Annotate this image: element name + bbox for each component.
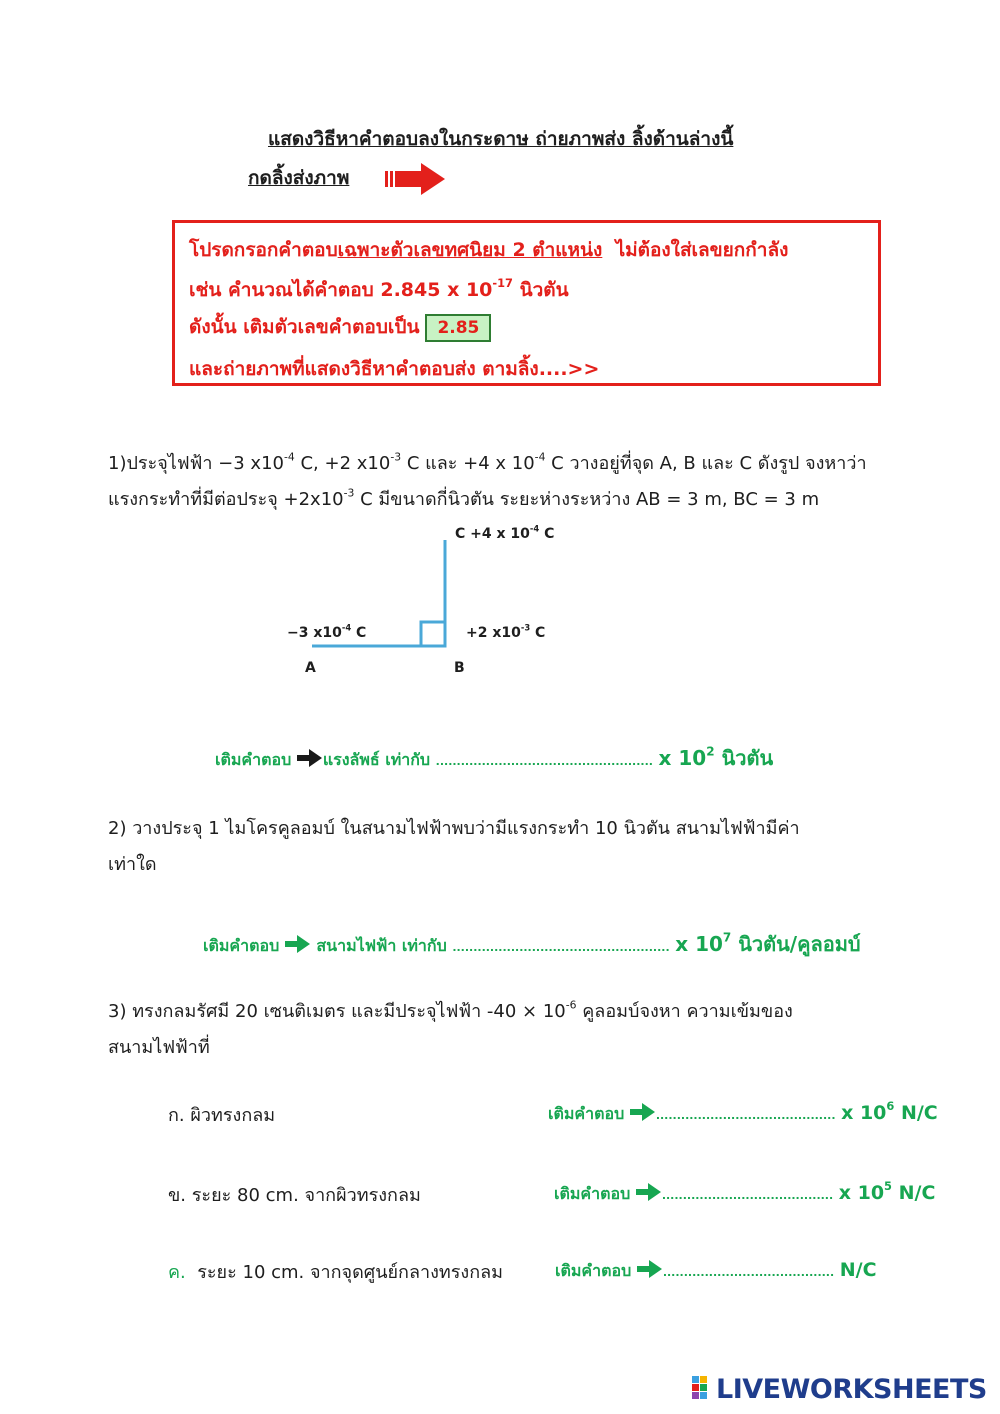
- answer-unit: N/C: [839, 1259, 877, 1281]
- green-arrow-icon: [285, 934, 311, 954]
- exponent: 7: [722, 930, 732, 945]
- answer-unit: N/C: [898, 1182, 936, 1204]
- question-text: ประจุไฟฟ้า −3 x10: [126, 453, 284, 474]
- answer-unit: N/C: [900, 1102, 938, 1124]
- notice-text: และถ่ายภาพที่แสดงวิธีหาคำตอบส่ง ตามลิ้ง....>>: [189, 358, 600, 380]
- notice-text: นิวตัน: [519, 279, 569, 301]
- q3-c-answer-input[interactable]: .........................................: [662, 1266, 835, 1279]
- answer-prefix: เติมคำตอบ: [548, 1104, 625, 1123]
- question-text: C มีขนาดกี่นิวตัน ระยะห่างระหว่าง AB = 3 m, BC = 3 m: [360, 489, 820, 510]
- exponent: 6: [886, 1098, 895, 1113]
- q3-item-c-label: [168, 1256, 503, 1290]
- logo-text: LIVEWORKSHEETS: [716, 1374, 987, 1405]
- page-instruction: แสดงวิธีหาคำตอบลงในกระดาษ ถ่ายภาพส่ง ลิ้งด้านล่างนี้: [268, 128, 734, 150]
- answer-unit: x 10: [658, 746, 707, 770]
- answer-prefix: เติมคำตอบ: [555, 1261, 632, 1280]
- green-arrow-icon: [637, 1259, 663, 1279]
- q3-a-answer-input[interactable]: ...........................................: [655, 1109, 836, 1122]
- question-text: คูลอมบ์จงหา ความเข้มของ: [582, 1001, 793, 1022]
- q1-answer-input[interactable]: ....................................................: [435, 755, 653, 768]
- question-1-line-2: [108, 483, 819, 517]
- question-text: 3) ทรงกลมรัศมี 20 เซนติเมตร และมีประจุไฟฟ้า -40 × 10: [108, 1001, 566, 1022]
- example-answer-box: 2.85: [425, 314, 491, 342]
- charge-b-label: [466, 622, 546, 641]
- liveworksheets-logo: [692, 1374, 987, 1405]
- question-1-line-1: [108, 447, 867, 481]
- question-2-line-1: 2) วางประจุ 1 ไมโครคูลอมบ์ ในสนามไฟฟ้าพบว่ามีแรงกระทำ 10 นิวตัน สนามไฟฟ้ามีค่า: [108, 818, 800, 839]
- exponent: 2: [706, 744, 715, 759]
- q2-answer-input[interactable]: ....................................................: [452, 941, 670, 954]
- answer-label: แรงลัพธ์ เท่ากับ: [322, 750, 431, 769]
- exponent: -6: [565, 998, 577, 1012]
- charge-unit: C: [356, 625, 367, 641]
- exponent: -3: [520, 622, 531, 633]
- charge-unit: C: [535, 625, 546, 641]
- exponent: 5: [884, 1178, 892, 1193]
- notice-emphasis: เฉพาะตัวเลขทศนิยม 2 ตำแหน่ง: [337, 239, 603, 261]
- notice-box: [172, 220, 881, 386]
- question-2-line-2: เท่าใด: [108, 854, 157, 875]
- exponent: -3: [343, 486, 355, 500]
- question-text: C, +2 x10: [300, 453, 391, 474]
- question-number: 1): [108, 453, 127, 474]
- send-photo-link[interactable]: กดลิ้งส่งภาพ: [248, 167, 350, 189]
- notice-text: โปรดกรอกคำตอบ: [189, 239, 338, 261]
- notice-line-2: [189, 275, 569, 305]
- answer-unit: x 10: [838, 1182, 885, 1204]
- answer-unit: นิวตัน/คูลอมบ์: [738, 932, 861, 956]
- answer-label: สนามไฟฟ้า เท่ากับ: [316, 936, 447, 955]
- notice-line-4: [189, 354, 599, 384]
- point-a-label: A: [305, 660, 316, 676]
- notice-text: เช่น คำนวณได้คำตอบ 2.845 x 10: [189, 279, 493, 301]
- point-b-label: B: [454, 660, 465, 676]
- charge-unit: C: [544, 526, 555, 542]
- green-arrow-icon: [630, 1102, 656, 1122]
- notice-text: ดังนั้น เติมตัวเลขคำตอบเป็น: [189, 316, 420, 338]
- question-text: C และ +4 x 10: [406, 453, 535, 474]
- q3-item-b-label: ข. ระยะ 80 cm. จากผิวทรงกลม: [168, 1185, 421, 1206]
- charge-text: +2 x10: [466, 625, 521, 641]
- answer-prefix: เติมคำตอบ: [215, 750, 292, 769]
- answer-prefix: เติมคำตอบ: [203, 936, 280, 955]
- exponent: -3: [390, 450, 402, 464]
- charge-a-label: [287, 622, 367, 641]
- q3-item-a-answer: [548, 1098, 938, 1127]
- q2-answer-row: [203, 928, 861, 960]
- green-arrow-icon: [297, 748, 323, 768]
- notice-line-1: [189, 235, 788, 265]
- answer-unit: นิวตัน: [721, 746, 774, 770]
- q3-item-b-answer: [554, 1178, 936, 1207]
- question-text: C วางอยู่ที่จุด A, B และ C ดังรูป จงหาว่า: [551, 453, 867, 474]
- charge-text: −3 x10: [287, 625, 342, 641]
- exponent: -4: [283, 450, 295, 464]
- item-text: ระยะ 10 cm. จากจุดศูนย์กลางทรงกลม: [197, 1262, 503, 1283]
- exponent: -4: [534, 450, 546, 464]
- q3-item-c-answer: [555, 1259, 877, 1284]
- answer-unit: x 10: [841, 1102, 887, 1124]
- q3-item-a-label: ก. ผิวทรงกลม: [168, 1105, 276, 1126]
- answer-prefix: เติมคำตอบ: [554, 1184, 631, 1203]
- charge-c-label: [455, 523, 555, 542]
- item-prefix: ค.: [168, 1262, 186, 1283]
- exponent: -4: [341, 622, 352, 633]
- exponent: -17: [492, 275, 513, 290]
- answer-unit: x 10: [675, 932, 723, 956]
- question-text: แรงกระทำที่มีต่อประจุ +2x10: [108, 489, 344, 510]
- notice-line-3: [189, 312, 491, 342]
- exponent: -4: [529, 523, 540, 534]
- right-arrow-icon[interactable]: [383, 162, 447, 196]
- q1-answer-row: [215, 742, 773, 774]
- question-3-line-2: สนามไฟฟ้าที่: [108, 1037, 210, 1058]
- liveworksheets-logo-icon: [692, 1374, 716, 1402]
- q3-b-answer-input[interactable]: .........................................: [661, 1189, 834, 1202]
- green-arrow-icon: [636, 1182, 662, 1202]
- right-angle-marker: [421, 622, 445, 646]
- question-3-line-1: [108, 995, 793, 1029]
- notice-text: ไม่ต้องใส่เลขยกกำลัง: [615, 239, 789, 261]
- charge-text: C +4 x 10: [455, 526, 530, 542]
